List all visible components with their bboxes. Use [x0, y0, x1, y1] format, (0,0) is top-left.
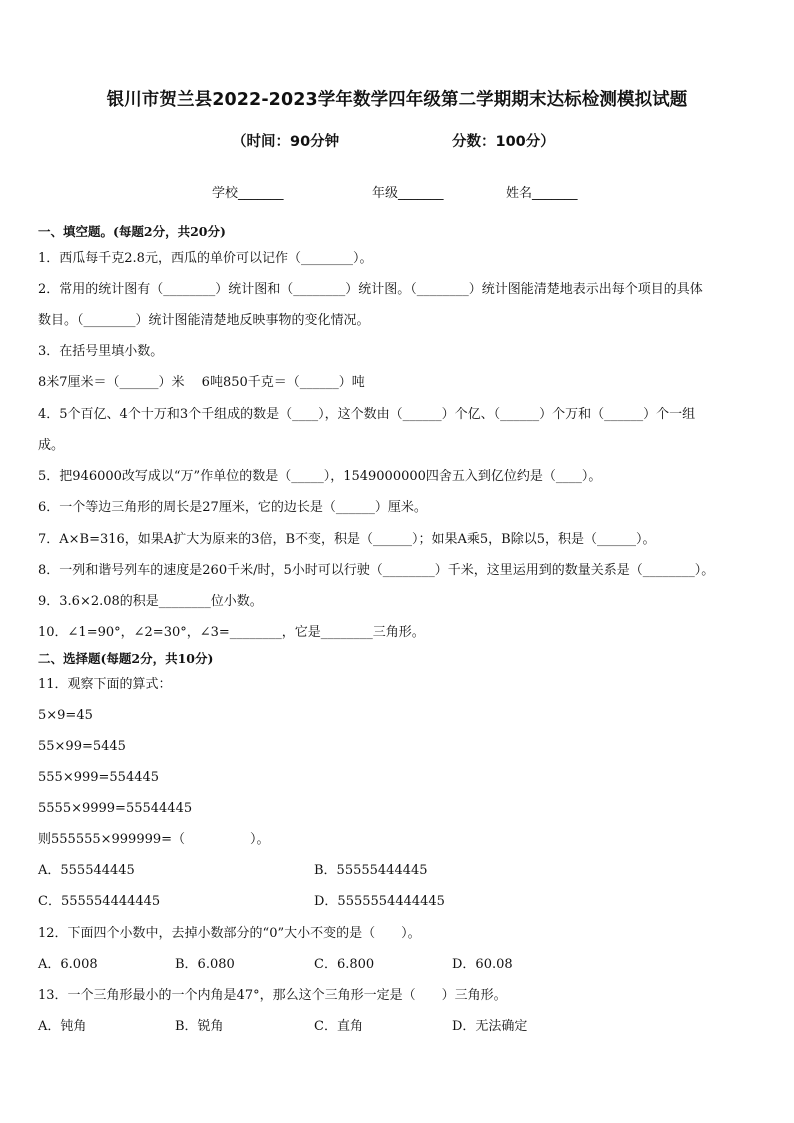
exam-score: 分数：100分） — [452, 134, 555, 150]
q13-option-a[interactable]: A．钝角 — [38, 1019, 87, 1034]
q12-option-a[interactable]: A．6.008 — [38, 957, 98, 972]
q11-expr-2: 55×99=5445 — [38, 739, 126, 754]
q12-option-d[interactable]: D．60.08 — [452, 957, 513, 972]
name-field: 姓名_______ — [506, 186, 578, 201]
q1: 1．西瓜每千克2.8元，西瓜的单价可以记作（________）。 — [38, 251, 373, 266]
q3-items: 8米7厘米＝（______）米 6吨850千克＝（______）吨 — [38, 375, 365, 390]
q5: 5．把946000改写成以“万”作单位的数是（_____），1549000000四舍五入到亿位约是（____）。 — [38, 469, 602, 484]
q11-ask: 则555555×999999=（ ）。 — [38, 832, 270, 847]
section-2-title: 二、选择题(每题2分，共10分) — [38, 651, 214, 666]
q11-expr-4: 5555×9999=55544445 — [38, 801, 193, 816]
q6: 6．一个等边三角形的周长是27厘米，它的边长是（______）厘米。 — [38, 500, 427, 515]
q3: 3．在括号里填小数。 — [38, 344, 164, 359]
q12-option-b[interactable]: B．6.080 — [175, 957, 235, 972]
page-title: 银川市贺兰县2022-2023学年数学四年级第二学期期末达标检测模拟试题 — [106, 90, 688, 110]
q13-option-b[interactable]: B．锐角 — [175, 1019, 224, 1034]
q11-option-d[interactable]: D．5555554444445 — [314, 894, 445, 909]
school-field: 学校_______ — [212, 186, 284, 201]
grade-field: 年级_______ — [372, 186, 444, 201]
q9: 9．3.6×2.08的积是________位小数。 — [38, 594, 263, 609]
q11-expr-3: 555×999=554445 — [38, 770, 160, 785]
q11-stem: 11．观察下面的算式： — [38, 677, 172, 692]
q13-option-c[interactable]: C．直角 — [314, 1019, 363, 1034]
exam-time: （时间：90分钟 — [232, 134, 340, 150]
q13-stem: 13．一个三角形最小的一个内角是47°，那么这个三角形一定是（ ）三角形。 — [38, 988, 507, 1003]
q4-line1: 4．5个百亿、4个十万和3个千组成的数是（____），这个数由（______）个亿、（______）个万和（______）个一组 — [38, 407, 696, 422]
q11-expr-1: 5×9=45 — [38, 708, 93, 723]
q10: 10．∠1=90°，∠2=30°，∠3=________，它是________三角形。 — [38, 625, 425, 640]
q12-stem: 12．下面四个小数中，去掉小数部分的“0”大小不变的是（ ）。 — [38, 926, 421, 941]
q12-option-c[interactable]: C．6.800 — [314, 957, 375, 972]
q2-line2: 数目。（________）统计图能清楚地反映事物的变化情况。 — [38, 313, 370, 328]
q11-option-c[interactable]: C．555554444445 — [38, 894, 161, 909]
q7: 7．A×B=316，如果A扩大为原来的3倍，B不变，积是（______）；如果A乘5，B除以5，积是（______）。 — [38, 532, 656, 547]
section-1-title: 一、填空题。(每题2分，共20分) — [38, 224, 226, 239]
q11-option-a[interactable]: A．555544445 — [38, 863, 135, 878]
q8: 8．一列和谐号列车的速度是260千米/时，5小时可以行驶（________）千米，这里运用到的数量关系是（________）。 — [38, 563, 715, 578]
q13-option-d[interactable]: D．无法确定 — [452, 1019, 528, 1034]
q2-line1: 2．常用的统计图有（________）统计图和（________）统计图。（________）统计图能清楚地表示出每个项目的具体 — [38, 282, 703, 297]
q4-line2: 成。 — [38, 438, 65, 453]
q11-option-b[interactable]: B．55555444445 — [314, 863, 428, 878]
